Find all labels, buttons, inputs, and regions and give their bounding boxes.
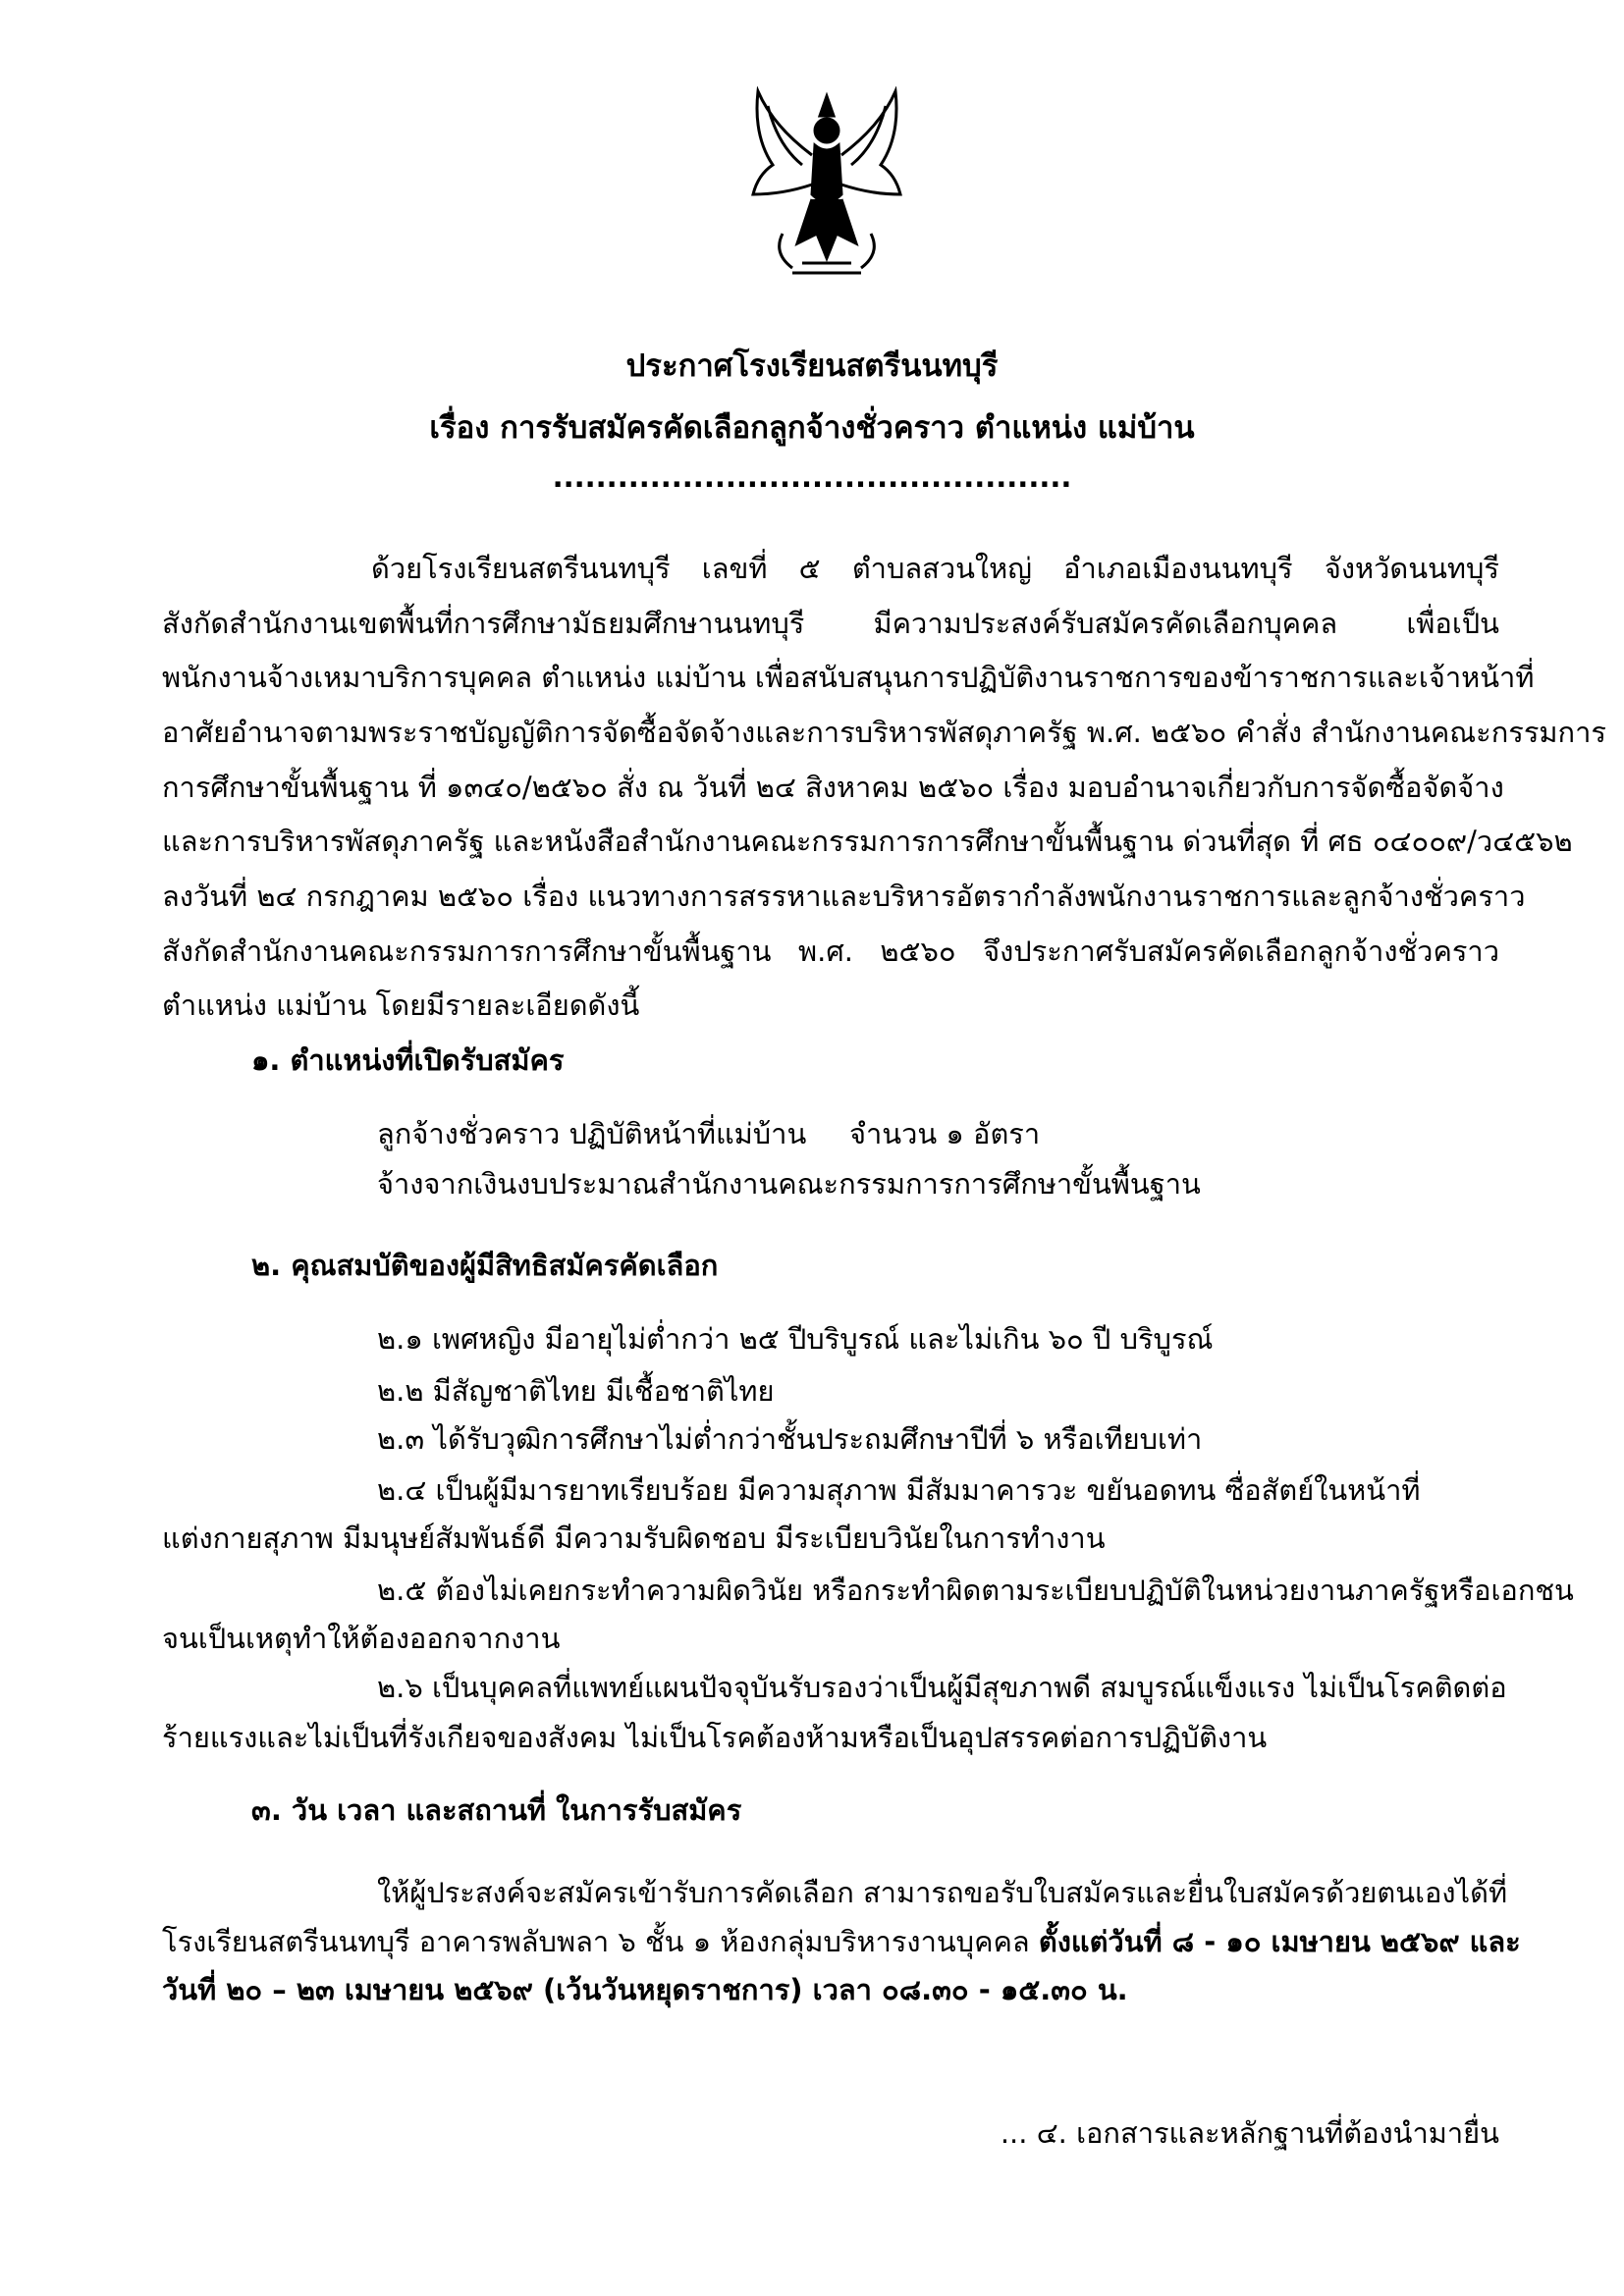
application-dates-time: วันที่ ๒๐ – ๒๓ เมษายน ๒๕๖๙ (เว้นวันหยุดราชการ) เวลา ๐๘.๓๐ - ๑๕.๓๐ น.: [162, 1973, 1128, 2006]
qualification-item: ๒.๔ เป็นผู้มีมารยาทเรียบร้อย มีความสุภาพ มีสัมมาคารวะ ขยันอดทน ซื่อสัตย์ในหน้าที่: [377, 1473, 1421, 1507]
qualification-item: ๒.๕ ต้องไม่เคยกระทำความผิดวินัย หรือกระทำผิดตามระเบียบปฏิบัติในหน่วยงานภาครัฐหรือเอกชน: [377, 1574, 1574, 1607]
position-text: ลูกจ้างชั่วคราว ปฏิบัติหน้าที่แม่บ้าน: [377, 1117, 807, 1150]
document-subject: เรื่อง การรับสมัครคัดเลือกลูกจ้างชั่วคราว ตำแหน่ง แม่บ้าน: [429, 410, 1195, 446]
intro-line: พนักงานจ้างเหมาบริการบุคคล ตำแหน่ง แม่บ้าน เพื่อสนับสนุนการปฏิบัติงานราชการของข้าราชการและเจ้าหน้าที่: [162, 661, 1535, 694]
funding-text: จ้างจากเงินงบประมาณสำนักงานคณะกรรมการการศึกษาขั้นพื้นฐาน: [377, 1167, 1201, 1201]
intro-line: ด้วยโรงเรียนสตรีนนทบุรี เลขที่ ๕ ตำบลสวนใหญ่ อำเภอเมืองนนทบุรี จังหวัดนนทบุรี: [371, 552, 1499, 585]
application-text: [162, 1922, 1521, 1961]
document-title: ประกาศโรงเรียนสตรีนนทบุรี: [625, 348, 999, 384]
page-continuation: ... ๔. เอกสารและหลักฐานที่ต้องนำมายื่น: [1000, 2116, 1499, 2150]
qualification-item: ๒.๓ ได้รับวุฒิการศึกษาไม่ต่ำกว่าชั้นประถมศึกษาปีที่ ๖ หรือเทียบเท่า: [377, 1422, 1203, 1456]
intro-line: และการบริหารพัสดุภาครัฐ และหนังสือสำนักงานคณะกรรมการการศึกษาขั้นพื้นฐาน ด่วนที่สุด ที่ ศธ ๐๔๐๐๙/ว๔๕๖๒: [162, 825, 1573, 858]
section-1-heading: ๑. ตำแหน่งที่เปิดรับสมัคร: [251, 1043, 565, 1077]
quota-text: จำนวน ๑ อัตรา: [849, 1117, 1041, 1150]
title-divider: ................................................: [552, 460, 1072, 494]
application-text: ให้ผู้ประสงค์จะสมัครเข้ารับการคัดเลือก สามารถขอรับใบสมัครและยื่นใบสมัครด้วยตนเองได้ที่: [377, 1876, 1508, 1909]
qualification-item: ๒.๒ มีสัญชาติไทย มีเชื้อชาติไทย: [377, 1374, 775, 1408]
intro-line: อาศัยอำนาจตามพระราชบัญญัติการจัดซื้อจัดจ้างและการบริหารพัสดุภาครัฐ พ.ศ. ๒๕๖๐ คำสั่ง สำนักงานคณะกรรมการ: [162, 716, 1606, 749]
qualification-item-cont: แต่งกายสุภาพ มีมนุษย์สัมพันธ์ดี มีความรับผิดชอบ มีระเบียบวินัยในการทำงาน: [162, 1522, 1106, 1555]
intro-line: ลงวันที่ ๒๔ กรกฎาคม ๒๕๖๐ เรื่อง แนวทางการสรรหาและบริหารอัตรากำลังพนักงานราชการและลูกจ้างชั่วคราว: [162, 880, 1526, 913]
intro-line: สังกัดสำนักงานเขตพื้นที่การศึกษามัธยมศึกษานนทบุรี มีความประสงค์รับสมัครคัดเลือกบุคคล เพื่อเป็น: [162, 607, 1499, 640]
application-dates: ตั้งแต่วันที่ ๘ - ๑๐ เมษายน ๒๕๖๙ และ: [1038, 1925, 1521, 1958]
section-3-heading: ๓. วัน เวลา และสถานที่ ในการรับสมัคร: [251, 1793, 742, 1827]
qualification-item: ๒.๖ เป็นบุคคลที่แพทย์แผนปัจจุบันรับรองว่าเป็นผู้มีสุขภาพดี สมบูรณ์แข็งแรง ไม่เป็นโรคติดต่อ: [377, 1671, 1507, 1704]
qualification-item-cont: ร้ายแรงและไม่เป็นที่รังเกียจของสังคม ไม่เป็นโรคต้องห้ามหรือเป็นอุปสรรคต่อการปฏิบัติงาน: [162, 1721, 1268, 1754]
garuda-emblem: [743, 86, 910, 283]
qualification-item-cont: จนเป็นเหตุทำให้ต้องออกจากงาน: [162, 1622, 561, 1655]
section-2-heading: ๒. คุณสมบัติของผู้มีสิทธิสมัครคัดเลือก: [251, 1249, 719, 1282]
application-location: โรงเรียนสตรีนนทบุรี อาคารพลับพลา ๖ ชั้น ๑ ห้องกลุ่มบริหารงานบุคคล: [162, 1925, 1039, 1958]
intro-line: สังกัดสำนักงานคณะกรรมการการศึกษาขั้นพื้นฐาน พ.ศ. ๒๕๖๐ จึงประกาศรับสมัครคัดเลือกลูกจ้างชั่วคราว: [162, 934, 1499, 968]
intro-line: การศึกษาขั้นพื้นฐาน ที่ ๑๓๔๐/๒๕๖๐ สั่ง ณ วันที่ ๒๔ สิงหาคม ๒๕๖๐ เรื่อง มอบอำนาจเกี่ยวกับการจัดซื้อจัดจ้าง: [162, 771, 1504, 804]
qualification-item: ๒.๑ เพศหญิง มีอายุไม่ต่ำกว่า ๒๕ ปีบริบูรณ์ และไม่เกิน ๖๐ ปี บริบูรณ์: [377, 1322, 1214, 1356]
intro-line: ตำแหน่ง แม่บ้าน โดยมีรายละเอียดดังนี้: [162, 988, 640, 1022]
